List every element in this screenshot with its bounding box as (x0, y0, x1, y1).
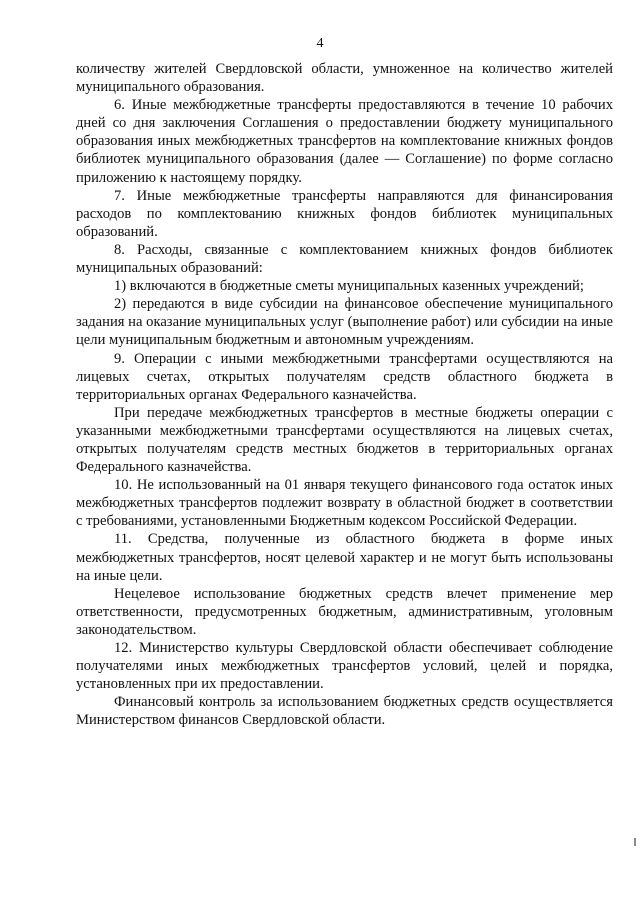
paragraph-item-6: 6. Иные межбюджетные трансферты предоставляются в течение 10 рабочих дней со дня заключения Соглашения о предоставлении бюджету муниципального образования иных межбюджетных трансфертов на комплектование книжных фондов библиотек муниципального образования (далее — Соглашение) по форме согласно приложению к настоящему порядку. (76, 97, 613, 186)
paragraph-item-12-continued: Финансовый контроль за использованием бюджетных средств осуществляется Министерством финансов Свердловской области. (76, 694, 613, 729)
paragraph-subitem-1: 1) включаются в бюджетные сметы муниципальных казенных учреждений; (114, 278, 584, 295)
paragraph-item-8: 8. Расходы, связанные с комплектованием книжных фондов библиотек муниципальных образований: (76, 241, 613, 277)
paragraph-subitem-2: 2) передаются в виде субсидии на финансовое обеспечение муниципального задания на оказание муниципальных услуг (выполнение работ) или субсидии на иные цели муниципальным бюджетным и автономным учреждениям. (76, 296, 613, 349)
paragraph-item-7: 7. Иные межбюджетные трансферты направляются для финансирования расходов по комплектованию книжных фондов библиотек муниципальных образований. (76, 187, 613, 240)
scan-edge-mark (634, 838, 636, 846)
page-number: 4 (316, 36, 324, 51)
paragraph-item-10: 10. Не использованный на 01 января текущего финансового года остаток иных межбюджетных трансфертов подлежит возврату в областной бюджет в соответствии с требованиями, установленными Бюджетным кодексом Российской Федерации. (76, 477, 613, 530)
paragraph-item-11: 11. Средства, полученные из областного бюджета в форме иных межбюджетных трансфертов, носят целевой характер и не могут быть использованы на иные цели. (76, 531, 613, 584)
paragraph-item-9-continued: При передаче межбюджетных трансфертов в местные бюджеты операции с указанными межбюджетными трансфертами осуществляются на лицевых счетах, открытых получателям средств местных бюджетов в территориальных органах Федерального казначейства. (76, 404, 613, 476)
document-body (76, 60, 613, 729)
paragraph-continuation: количеству жителей Свердловской области, умноженное на количество жителей муниципального образования. (76, 61, 613, 96)
paragraph-item-11-continued: Нецелевое использование бюджетных средств влечет применение мер ответственности, предусмотренных бюджетным, административным, уголовным законодательством. (76, 585, 613, 638)
paragraph-item-12: 12. Министерство культуры Свердловской области обеспечивает соблюдение получателями иных межбюджетных трансфертов условий, целей и порядка, установленных при их предоставлении. (76, 640, 613, 693)
paragraph-item-9: 9. Операции с иными межбюджетными трансфертами осуществляются на лицевых счетах, открытых получателям средств областного бюджета в территориальных органах Федерального казначейства. (76, 350, 613, 403)
